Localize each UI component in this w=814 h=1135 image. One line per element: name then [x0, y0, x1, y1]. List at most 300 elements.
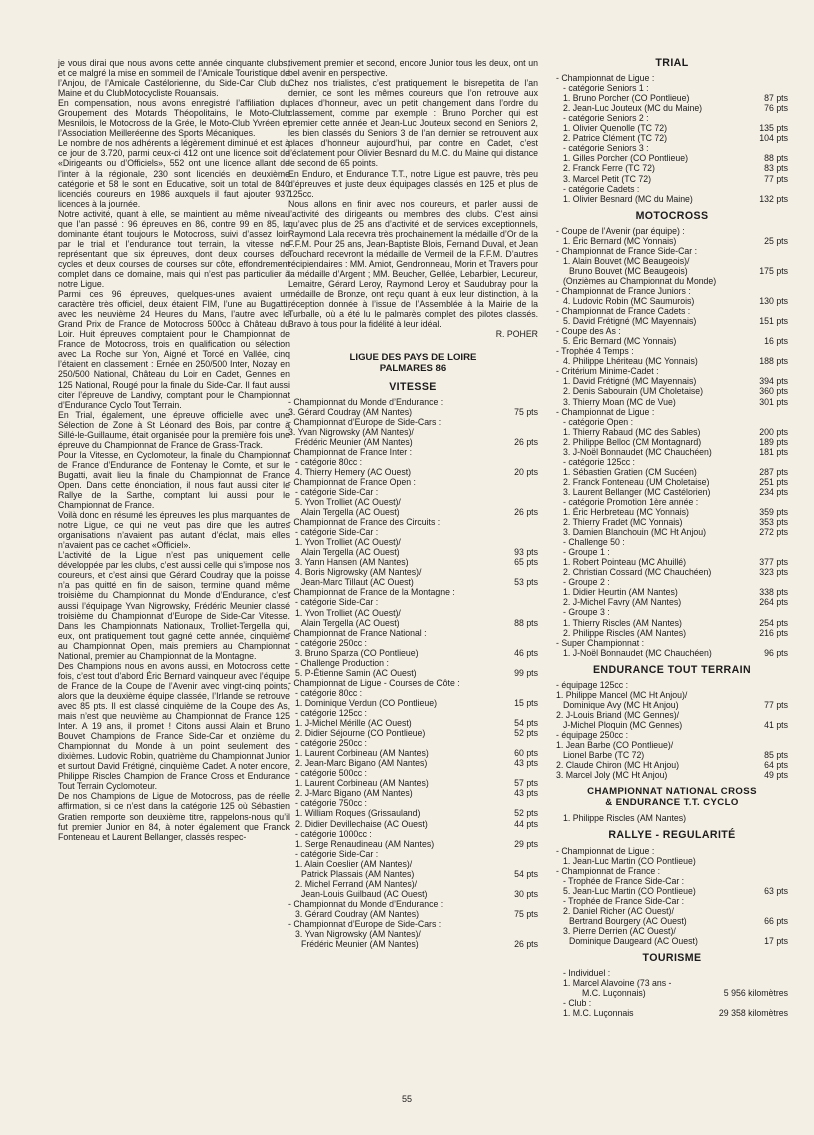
result-line	[556, 123, 788, 133]
result-text: - catégorie Seniors 2 :	[563, 113, 649, 124]
section-title-line: MOTOCROSS	[635, 209, 709, 222]
result-line	[556, 93, 788, 103]
result-line	[556, 326, 788, 336]
article-paragraph: Des Champions nous en avons aussi, en Motocross cette fois, c’est tout d’abord Éric Bernard vainqueur avec l’équipe de France de la Coupe de l’Avenir avec vingt-cinq points, alors que la deuxième équipe classée, l’Irlande se retrouve avec 85 pts. Il est classé cinquième de la Coupe des As, mais n’est que neuvième au Championnat de France 125 Inter. A 19 ans, il promet ! Citons aussi Alain et Bruno Bouvet Champions de France Side-Car et onzième du Championnat du Monde à un point seulement des dixièmes. Ludovic Robin, quatrième du Championnat Junior et surtout David Frétigné, cinquième Cadet. A noter encore, Philippe Riscles Champion de France Cross et Endurance Tout Terrain Cyclomoteur.	[58, 660, 290, 792]
result-text: Bruno Bouvet (MC Beaugeois)	[569, 265, 688, 276]
result-line	[288, 688, 538, 698]
result-text: - catégorie 125cc :	[295, 708, 367, 718]
result-text: 4. Philippe Lhériteau (MC Yonnais)	[563, 356, 698, 367]
page-number: 55	[401, 1094, 412, 1104]
result-text: - Championnat de France Side-Car :	[556, 245, 698, 256]
result-line	[288, 467, 538, 477]
result-text: Jean-Louis Guilbaud (AC Ouest)	[301, 888, 428, 899]
result-text: - Trophée de France Side-Car :	[563, 875, 685, 886]
result-points: 26 pts	[514, 436, 538, 447]
result-line	[556, 507, 788, 517]
result-text: Alain Tergella (AC Ouest)	[301, 507, 400, 518]
result-line	[556, 730, 788, 740]
result-line	[556, 710, 788, 720]
result-text: Alain Tergella (AC Ouest)	[301, 547, 400, 558]
result-line	[288, 628, 538, 638]
result-text: 2. Daniel Richer (AC Ouest)/	[563, 905, 674, 916]
result-text: Alain Tergella (AC Ouest)	[301, 617, 400, 628]
result-text: 2. Jean-Marc Bigano (AM Nantes)	[295, 758, 428, 769]
result-line	[288, 517, 538, 527]
result-text: - Critérium Minime-Cadet :	[556, 366, 659, 377]
result-line	[288, 457, 538, 467]
result-line	[556, 306, 788, 316]
result-line	[556, 537, 788, 547]
result-line	[556, 926, 788, 936]
result-points: 46 pts	[514, 647, 538, 658]
result-text: Dominique Daugeard (AC Ouest)	[569, 935, 698, 946]
result-text: 2. Philippe Riscles (AM Nantes)	[563, 627, 687, 638]
result-text: - Championnat de France Juniors :	[556, 285, 691, 296]
result-line	[556, 557, 788, 567]
result-text: 3. Pierre Derrien (AC Ouest)/	[563, 925, 676, 936]
result-line	[556, 760, 788, 770]
article-paragraph: Le nombre de nos adhérents a légèrement diminué et est à ce jour de 3.720, parmi ceux-ci 412 ont une licence soit de «Dirigeants ou d’Officiels», 552 ont une licence allant de l’inter à la régionale, 230 sont licenciés en deuxième catégorie et 58 le sont en Educative, soit un total de 840 licenciés coureurs en 1986 auxquels il faut ajouter 937 licences à la journée.	[58, 138, 290, 209]
result-points: 254 pts	[759, 617, 788, 628]
article-paragraph: Voilà donc en résumé les épreuves les plus marquantes de notre Ligue, ce qui ne veut pas dire que les autres organisations n’avaient pas autant d’éclat, mais elles n’avaient pas ce cachet «Officiel».	[58, 510, 290, 551]
section-title-line: TRIAL	[655, 57, 689, 69]
result-text: (Onzièmes au Championnat du Monde)	[563, 275, 717, 286]
result-line	[556, 184, 788, 194]
result-text: - catégorie 250cc :	[295, 637, 367, 648]
result-line	[288, 487, 538, 497]
result-text: 1. Laurent Corbineau (AM Nantes)	[295, 748, 429, 759]
result-text: - catégorie 1000cc :	[295, 828, 372, 839]
result-line	[556, 648, 788, 658]
result-line	[556, 750, 788, 760]
result-points: 83 pts	[764, 163, 788, 174]
result-text: - catégorie 750cc :	[295, 798, 367, 809]
section-title	[556, 211, 788, 221]
result-line	[556, 113, 788, 123]
result-line	[288, 507, 538, 517]
result-text: 1. David Frétigné (MC Mayennais)	[563, 376, 697, 387]
section-title-line: ENDURANCE TOUT TERRAIN	[592, 663, 752, 676]
result-points: 77 pts	[764, 699, 788, 710]
result-text: 5. Éric Bernard (MC Yonnais)	[563, 336, 677, 347]
result-points: 394 pts	[759, 376, 788, 387]
result-text: 1. Alain Coeslier (AM Nantes)/	[295, 858, 413, 869]
result-text: 1. Didier Heurtin (AM Nantes)	[563, 587, 678, 598]
result-text: 1. M.C. Luçonnais	[563, 1008, 634, 1019]
result-line	[556, 628, 788, 638]
result-points: 60 pts	[514, 748, 538, 759]
result-text: - Club :	[563, 998, 592, 1009]
result-line	[288, 577, 538, 587]
result-points: 132 pts	[759, 193, 788, 204]
result-text: 1. Yvon Trolliet (AC Ouest)/	[295, 607, 401, 618]
result-text: - Groupe 3 :	[563, 607, 610, 618]
result-line	[288, 658, 538, 668]
result-line	[556, 457, 788, 467]
result-line	[288, 839, 538, 849]
section-title-line: TOURISME	[642, 951, 702, 964]
result-text: 5. Yvon Trolliet (AC Ouest)/	[295, 497, 401, 508]
result-text: 2. J-Marc Bigano (AM Nantes)	[295, 788, 413, 799]
result-line	[288, 638, 538, 648]
league-subtitle-line: PALMARES 86	[379, 362, 447, 374]
result-line	[288, 899, 538, 909]
result-line	[288, 869, 538, 879]
result-text: 1. Philippe Mancel (MC Ht Anjou)/	[556, 689, 688, 700]
result-line	[556, 846, 788, 856]
result-text: 1. Gilles Porcher (CO Pontlieue)	[563, 153, 688, 164]
result-text: 1. Jean Barbe (CO Pontlieue)/	[556, 740, 674, 751]
article-paragraph: Notre activité, quant à elle, se maintient au même niveau que l’an passé : 96 épreuves en 86, contre 99 en 85, la dominante étant toujours le Motocross, suivi d’assez loin par le trial et l’endurance tout terrain, la vitesse ne représentant que six épreuves, dont deux courses de cycles et deux courses de courses sur côte, effondrement complet dans ce domaine, mais qui n’est pas particulier à notre Ligue.	[58, 208, 290, 290]
article-paragraph: Pour la Vitesse, en Cyclomoteur, la finale du Championnat de France d’Endurance de Fontenay le Comte, et sur le Bugatti, avait lieu la finale du Championnat de France Open. Dans cette énonciation, il nous faut aussi citer le Rallye de la Sarthe, comptant lui aussi pour le Championnat de France.	[58, 449, 290, 511]
result-line	[288, 798, 538, 808]
result-points: 264 pts	[759, 597, 788, 608]
result-line	[556, 296, 788, 306]
article-paragraph: De nos Champions de Ligue de Motocross, pas de réelle affirmation, si ce n’est dans la catégorie 125 où Sébastien Gratien remporte son deuxième titre, rappelons-nous qu’il fut premier Junior en 84, à noter également que Franck Fonteneau et Laurent Bellanger, classés respec-	[58, 791, 290, 842]
section-title-line: RALLYE - REGULARITÉ	[608, 829, 736, 842]
result-line	[556, 356, 788, 366]
result-line	[288, 909, 538, 919]
result-text: 3. Bruno Sparza (CO Pontlieue)	[295, 647, 419, 658]
result-text: 3. Gérard Coudray (AM Nantes)	[295, 908, 420, 919]
result-text: - Championnat de Ligue :	[556, 406, 655, 417]
result-line	[556, 1008, 788, 1018]
result-line	[556, 467, 788, 477]
result-text: 2. Thierry Fradet (MC Yonnais)	[563, 517, 683, 528]
result-line	[556, 680, 788, 690]
result-text: 2. Michel Ferrand (AM Nantes)/	[295, 878, 418, 889]
article-column-middle	[288, 58, 538, 949]
section-title	[556, 58, 788, 68]
result-line	[556, 194, 788, 204]
results-column-right	[556, 58, 788, 1018]
result-text: 5. P-Étienne Samin (AC Ouest)	[295, 667, 417, 678]
result-points: 52 pts	[514, 728, 538, 739]
result-text: - catégorie Promotion 1ère année :	[563, 496, 699, 507]
result-text: - Championnat du Monde d’Endurance :	[288, 898, 444, 909]
result-line	[556, 618, 788, 628]
result-text: - Coupe de l’Avenir (par équipe) :	[556, 225, 685, 236]
result-points: 26 pts	[514, 507, 538, 518]
result-text: - Challenge Production :	[295, 657, 389, 668]
result-points: 200 pts	[759, 426, 788, 437]
result-points: 175 pts	[759, 265, 788, 276]
result-line	[556, 813, 788, 823]
result-line	[556, 866, 788, 876]
result-text: 1. Éric Bernard (MC Yonnais)	[563, 235, 677, 246]
league-title	[288, 353, 538, 374]
result-text: 1. Éric Herbreteau (MC Yonnais)	[563, 507, 689, 518]
result-line	[288, 768, 538, 778]
result-line	[556, 103, 788, 113]
result-line	[556, 236, 788, 246]
result-text: 4. Thierry Hemery (AC Ouest)	[295, 466, 412, 477]
result-line	[288, 407, 538, 417]
result-line	[556, 936, 788, 946]
result-line	[556, 597, 788, 607]
result-text: Jean-Marc Tillaut (AC Ouest)	[301, 577, 414, 588]
result-text: 5. David Frétigné (MC Mayennais)	[563, 316, 697, 327]
result-text: - Championnat de Ligue :	[556, 73, 655, 84]
result-line	[556, 407, 788, 417]
result-line	[556, 587, 788, 597]
result-points: 76 pts	[764, 103, 788, 114]
result-points: 301 pts	[759, 396, 788, 407]
result-text: 1. Robert Pointeau (MC Ahuillé)	[563, 557, 687, 568]
result-line	[288, 678, 538, 688]
result-line	[288, 778, 538, 788]
result-line	[288, 698, 538, 708]
result-text: 3. Yann Hansen (AM Nantes)	[295, 557, 409, 568]
result-points: 77 pts	[764, 173, 788, 184]
result-text: 1. Sébastien Gratien (CM Sucéen)	[563, 466, 697, 477]
result-points: 30 pts	[514, 888, 538, 899]
result-line	[556, 417, 788, 427]
result-text: - catégorie 80cc :	[295, 687, 363, 698]
result-line	[288, 597, 538, 607]
result-points: 85 pts	[764, 750, 788, 761]
result-line	[556, 690, 788, 700]
result-points: 44 pts	[514, 818, 538, 829]
article-paragraph: L’activité de la Ligue n’est pas uniquement celle développée par les clubs, c’est aussi celle qui s’impose nos coureurs, et c’est ainsi que Gérard Coudray que la poisse n’a pas quitté en fin de saison, termine quand même troisième du Championnat du Monde d’Endurance, c’est aussi l’équipage Yvan Nigrowsky, Frédéric Meunier classé troisième du Championnat d’Europe de Side-Car Vitesse. Dans les Championnats Nationaux, Trolliet-Tergella qui, eux, ont pratiquement tout gagné cette année, cinquième au Championnat Open, mais premiers au Championnat National, premier au Championnat de la Montagne.	[58, 550, 290, 661]
result-text: - catégorie 80cc :	[295, 456, 363, 467]
result-points: 41 pts	[764, 719, 788, 730]
result-points: 287 pts	[759, 466, 788, 477]
result-line	[556, 487, 788, 497]
result-text: 1. Philippe Riscles (AM Nantes)	[563, 813, 687, 824]
result-text: 2. Denis Sabourain (UM Choletaise)	[563, 386, 704, 397]
result-line	[288, 849, 538, 859]
result-text: 1. Jean-Luc Martin (CO Pontlieue)	[563, 855, 696, 866]
result-points: 151 pts	[759, 316, 788, 327]
section-title-line: VITESSE	[389, 380, 437, 393]
result-text: - catégorie Side-Car :	[295, 486, 379, 497]
result-text: 4. Boris Nigrowsky (AM Nantes)/	[295, 567, 422, 578]
result-points: 54 pts	[514, 718, 538, 729]
result-points: 66 pts	[764, 915, 788, 926]
result-line	[288, 808, 538, 818]
result-line	[556, 700, 788, 710]
section-title-line: & ENDURANCE T.T. CYCLO	[605, 796, 739, 808]
result-text: - catégorie 125cc :	[563, 456, 635, 467]
result-text: - Championnat de France Inter :	[288, 446, 413, 457]
result-points: 353 pts	[759, 517, 788, 528]
result-text: 2. Franck Fonteneau (UM Choletaise)	[563, 476, 710, 487]
result-line	[556, 256, 788, 266]
result-text: 2. Jean-Luc Jouteux (MC du Maine)	[563, 103, 703, 114]
result-line	[288, 608, 538, 618]
result-line	[288, 437, 538, 447]
result-text: 2. Christian Cossard (MC Chauchéen)	[563, 567, 712, 578]
result-text: - Super Championnat :	[556, 637, 645, 648]
result-line	[288, 397, 538, 407]
result-text: Bertrand Bourgery (AC Ouest)	[569, 915, 687, 926]
result-text: 3. Gérard Coudray (AM Nantes)	[288, 406, 413, 417]
result-line	[556, 163, 788, 173]
result-text: - équipage 250cc :	[556, 730, 628, 740]
result-text: 2. Patrice Clément (TC 72)	[563, 133, 668, 144]
result-line	[288, 718, 538, 728]
result-points: 135 pts	[759, 123, 788, 134]
result-text: 1. Serge Renaudineau (AM Nantes)	[295, 838, 435, 849]
result-text: 3. Damien Blanchouin (MC Ht Anjou)	[563, 527, 706, 538]
result-points: 104 pts	[759, 133, 788, 144]
result-text: 3. Marcel Joly (MC Ht Anjou)	[556, 770, 668, 781]
result-text: 1. Alain Bouvet (MC Beaugeois)/	[563, 255, 690, 266]
article-paragraph: je vous dirai que nous avons cette année cinquante clubs, et ce malgré la mise en sommeil de l’Amicale Touristique de l’Anjou, de l’Amicale Castélorienne, du Side-Car Club du Maine et du ClubMotocycliste Rouansais.	[58, 58, 290, 99]
result-text: - catégorie Side-Car :	[295, 848, 379, 859]
section-title	[556, 953, 788, 963]
result-line	[288, 728, 538, 738]
result-text: - Championnat de Ligue - Courses de Côte :	[288, 677, 460, 688]
result-text: - Championnat du Monde d’Endurance :	[288, 396, 444, 407]
result-line	[556, 577, 788, 587]
result-text: - catégorie Side-Car :	[295, 597, 379, 608]
result-line	[556, 916, 788, 926]
result-text: 3. Yvan Nigrowsky (AM Nantes)/	[288, 426, 414, 437]
article-paragraph: tivement premier et second, encore Junior tous les deux, ont un bel avenir en perspective.	[288, 58, 538, 79]
result-line	[556, 133, 788, 143]
section-title	[556, 787, 788, 808]
result-line	[288, 417, 538, 427]
result-text: 1. Olivier Quenolle (TC 72)	[563, 123, 668, 134]
section-title-line: CHAMPIONNAT NATIONAL CROSS	[587, 786, 757, 798]
article-paragraph: Parmi ces 96 épreuves, quelques-unes avaient un caractère très officiel, deux étaient FIM, l’une au Bugatti, avec les neuvième 24 Heures du Mans, l’autre avec le Grand Prix de France de Motocross 500cc à Château du Loir. Huit épreuves comptaient pour le Championnat de France de Motocross, trois en qualification ou sélection avec La Roche sur Yon, Aigné et Torcé en Vallée, cinq l’étaient en classement : Ernée en 250/500 Inter, Nozay en 250/500 National, Château du Loir en Cadet, Gennes en 125 National, Rougé pour la finale du Side-Car. Il faut aussi citer l’épreuve de Landivy, comptant pour le Championnat d’Endurance Cyclo Tout Terrain.	[58, 289, 290, 410]
article-text-continued	[288, 58, 538, 329]
result-points: 96 pts	[764, 647, 788, 658]
result-line	[556, 286, 788, 296]
result-line	[556, 153, 788, 163]
result-line	[288, 748, 538, 758]
result-line	[556, 477, 788, 487]
result-text: - Championnat de Ligue :	[556, 845, 655, 856]
result-line	[556, 998, 788, 1008]
result-text: - Individuel :	[563, 968, 611, 979]
result-text: 1. Dominique Verdun (CO Pontlieue)	[295, 697, 438, 708]
result-line	[556, 437, 788, 447]
result-text: - catégorie Cadets :	[563, 183, 640, 194]
result-line	[556, 83, 788, 93]
result-text: - catégorie 500cc :	[295, 768, 367, 779]
result-line	[288, 427, 538, 437]
result-text: 2. Philippe Belloc (CM Montagnard)	[563, 436, 702, 447]
result-text: 1. Yvon Trolliet (AC Ouest)/	[295, 537, 401, 548]
result-points: 75 pts	[514, 406, 538, 417]
result-points: 49 pts	[764, 770, 788, 781]
result-line	[288, 939, 538, 949]
result-line	[288, 537, 538, 547]
result-line	[556, 366, 788, 376]
result-text: - Trophée de France Side-Car :	[563, 895, 685, 906]
result-text: 2. Didier Devillechaise (AC Ouest)	[295, 818, 428, 829]
result-line	[288, 557, 538, 567]
result-line	[556, 266, 788, 276]
result-text: - Challenge 50 :	[563, 537, 625, 548]
result-points: 234 pts	[759, 486, 788, 497]
article-paragraph: En Trial, également, une épreuve officielle avec une Sélection de Zone à St Léonard des Bois, par contre à Sillé-le-Guillaume, était organisée pour la première fois une épreuve du Championnat de France de Grass-Track.	[58, 409, 290, 450]
result-line	[556, 497, 788, 507]
result-text: M.C. Luçonnais)	[582, 988, 646, 999]
result-line	[556, 770, 788, 780]
result-text: - Championnat de France des Circuits :	[288, 517, 441, 528]
result-line	[556, 336, 788, 346]
result-line	[288, 758, 538, 768]
result-points: 57 pts	[514, 778, 538, 789]
result-line	[556, 527, 788, 537]
result-line	[556, 316, 788, 326]
result-points: 216 pts	[759, 627, 788, 638]
result-line	[556, 896, 788, 906]
result-text: Frédéric Meunier (AM Nantes)	[301, 939, 419, 950]
result-points: 25 pts	[764, 235, 788, 246]
result-points: 17 pts	[764, 935, 788, 946]
result-points: 272 pts	[759, 527, 788, 538]
result-line	[556, 346, 788, 356]
result-text: - Groupe 2 :	[563, 577, 610, 588]
article-paragraph: En compensation, nous avons enregistré l’affiliation du Groupement des Motards Théopolitains, le Moto-Club Mesnilois, le Motocross de la Grée, le Moto-Club Yvréen et l’Association Meilleréenne des Sports Mécaniques.	[58, 98, 290, 139]
result-text: - catégorie Seniors 1 :	[563, 83, 649, 94]
result-text: Frédéric Meunier (AM Nantes)	[295, 436, 413, 447]
result-line	[556, 906, 788, 916]
result-points: 181 pts	[759, 446, 788, 457]
result-line	[556, 720, 788, 730]
result-line	[288, 919, 538, 929]
result-text: - équipage 125cc :	[556, 679, 628, 690]
result-points: 130 pts	[759, 296, 788, 307]
result-line	[288, 859, 538, 869]
result-line	[288, 929, 538, 939]
result-points: 99 pts	[514, 667, 538, 678]
result-points: 16 pts	[764, 336, 788, 347]
result-line	[288, 829, 538, 839]
article-paragraph: Chez nos trialistes, c’est pratiquement le bisrepetita de l’an dernier, ce sont les mêmes coureurs que l’on retrouve aux places d’honneur, avec un petit changement dans l’ordre du classement, comme par exemple : Bruno Porcher qui est premier cette année et Jean-Luc Jouteux second en Seniors 2, les bien classés du Seniors 3 de l’an dernier se retrouvent aux places d’honneur aujourd’hui, par contre en Cadet, c’est l’éclatement pour Olivier Besnard du M.C. du Maine qui distance le second de 65 points.	[288, 78, 538, 169]
result-points: 43 pts	[514, 758, 538, 769]
result-points: 88 pts	[764, 153, 788, 164]
result-line	[288, 567, 538, 577]
result-points: 65 pts	[514, 557, 538, 568]
result-points: 63 pts	[764, 885, 788, 896]
result-line	[556, 638, 788, 648]
result-line	[556, 386, 788, 396]
result-points: 360 pts	[759, 386, 788, 397]
result-line	[288, 738, 538, 748]
result-text: 2. Franck Ferre (TC 72)	[563, 163, 655, 174]
result-points: 54 pts	[514, 868, 538, 879]
result-text: 1. J-Michel Mérille (AC Ouest)	[295, 718, 412, 729]
result-line	[556, 73, 788, 83]
result-text: - Championnat de France de la Montagne :	[288, 587, 455, 598]
result-points: 75 pts	[514, 908, 538, 919]
result-text: 3. Yvan Nigrowsky (AM Nantes)/	[295, 929, 421, 940]
result-points: 53 pts	[514, 577, 538, 588]
result-points: 251 pts	[759, 476, 788, 487]
result-line	[556, 886, 788, 896]
result-text: 2. J-Michel Favry (AM Nantes)	[563, 597, 682, 608]
result-points: 189 pts	[759, 436, 788, 447]
result-points: 359 pts	[759, 507, 788, 518]
author-signature: R. POHER	[495, 329, 538, 340]
result-line	[556, 547, 788, 557]
result-points: 15 pts	[514, 697, 538, 708]
result-line	[288, 477, 538, 487]
result-text: 1. Olivier Besnard (MC du Maine)	[563, 193, 693, 204]
result-line	[288, 618, 538, 628]
result-text: 1. William Roques (Grissauland)	[295, 808, 421, 819]
result-line	[556, 978, 788, 988]
result-text: Patrick Plassais (AM Nantes)	[301, 868, 415, 879]
result-line	[288, 587, 538, 597]
result-line	[556, 517, 788, 527]
